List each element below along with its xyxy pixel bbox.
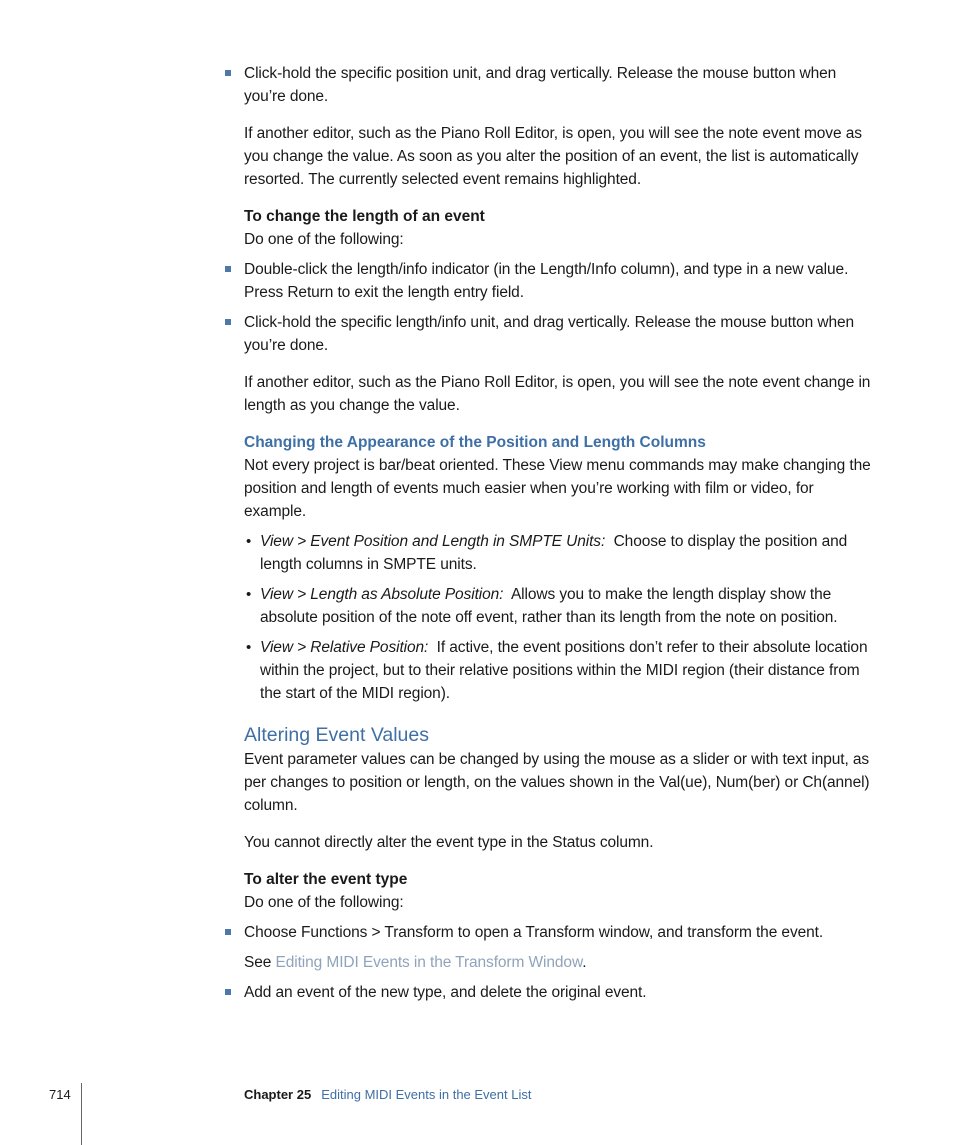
bullet-length-doubleclick: Double-click the length/info indicator (in the Length/Info column), and type in a new value. Press Return to exit the length entry field. [244, 261, 849, 301]
paragraph-altering-intro: Event parameter values can be changed by using the mouse as a slider or with text input, as per changes to position or length, on the values shown in the Val(ue), Num(ber) or Ch(annel) column. [244, 751, 870, 814]
see-reference [244, 951, 876, 974]
menu-command: View > Event Position and Length in SMPTE Units: [260, 533, 606, 550]
paragraph-length-note: If another editor, such as the Piano Roll Editor, is open, you will see the note event change in length as you change the value. [244, 374, 871, 414]
menu-command: View > Length as Absolute Position: [260, 586, 504, 603]
bullet-marker [225, 319, 231, 325]
dot-marker: • [246, 533, 252, 550]
chapter-label: Chapter 25 [244, 1087, 312, 1102]
bullet-marker [225, 989, 231, 995]
bullet-marker [225, 266, 231, 272]
bullet-transform: Choose Functions > Transform to open a Transform window, and transform the event. [244, 924, 824, 941]
task-intro-length: Do one of the following: [244, 231, 404, 248]
see-suffix: . [582, 954, 587, 971]
dot-marker: • [246, 639, 252, 656]
paragraph-status-note: You cannot directly alter the event type in the Status column. [244, 834, 654, 851]
paragraph-appearance-intro: Not every project is bar/beat oriented. These View menu commands may make changing the position and length of events much easier when you’re working with film or video, for example. [244, 457, 871, 520]
chapter-title-link[interactable]: Editing MIDI Events in the Event List [321, 1087, 532, 1102]
see-prefix: See [244, 954, 272, 971]
menu-command-desc: Choose to display the position and length columns in SMPTE units. [260, 533, 848, 573]
task-heading-length: To change the length of an event [244, 208, 485, 225]
footer-chapter [244, 1086, 531, 1104]
task-heading-type: To alter the event type [244, 871, 408, 888]
section-heading-appearance: Changing the Appearance of the Position and Length Columns [244, 434, 706, 451]
bullet-drag-position: Click-hold the specific position unit, and drag vertically. Release the mouse button when you’re done. [244, 65, 837, 105]
view-item-relative [260, 636, 876, 705]
dot-marker: • [246, 586, 252, 603]
bullet-length-drag: Click-hold the specific length/info unit, and drag vertically. Release the mouse button when you’re done. [244, 314, 854, 354]
menu-command-desc: Allows you to make the length display show the absolute position of the note off event, rather than its length from the note on position. [260, 586, 838, 626]
transform-window-link[interactable]: Editing MIDI Events in the Transform Window [275, 954, 583, 971]
page-number: 714 [49, 1087, 71, 1102]
paragraph-position-note: If another editor, such as the Piano Roll Editor, is open, you will see the note event move as you change the value. As soon as you alter the position of an event, the list is automatically resorted. The currently selected event remains highlighted. [244, 125, 862, 188]
section-heading-altering: Altering Event Values [244, 724, 429, 746]
view-item-smpte [260, 530, 876, 576]
footer-divider [81, 1083, 82, 1145]
bullet-add-event: Add an event of the new type, and delete the original event. [244, 984, 647, 1001]
view-item-absolute [260, 583, 876, 629]
bullet-marker [225, 929, 231, 935]
menu-command: View > Relative Position: [260, 639, 429, 656]
bullet-marker [225, 70, 231, 76]
menu-command-desc: If active, the event positions don’t refer to their absolute location within the project, but to their relative positions within the MIDI region (their distance from the start of the MIDI region). [260, 639, 868, 702]
task-intro-type: Do one of the following: [244, 894, 404, 911]
